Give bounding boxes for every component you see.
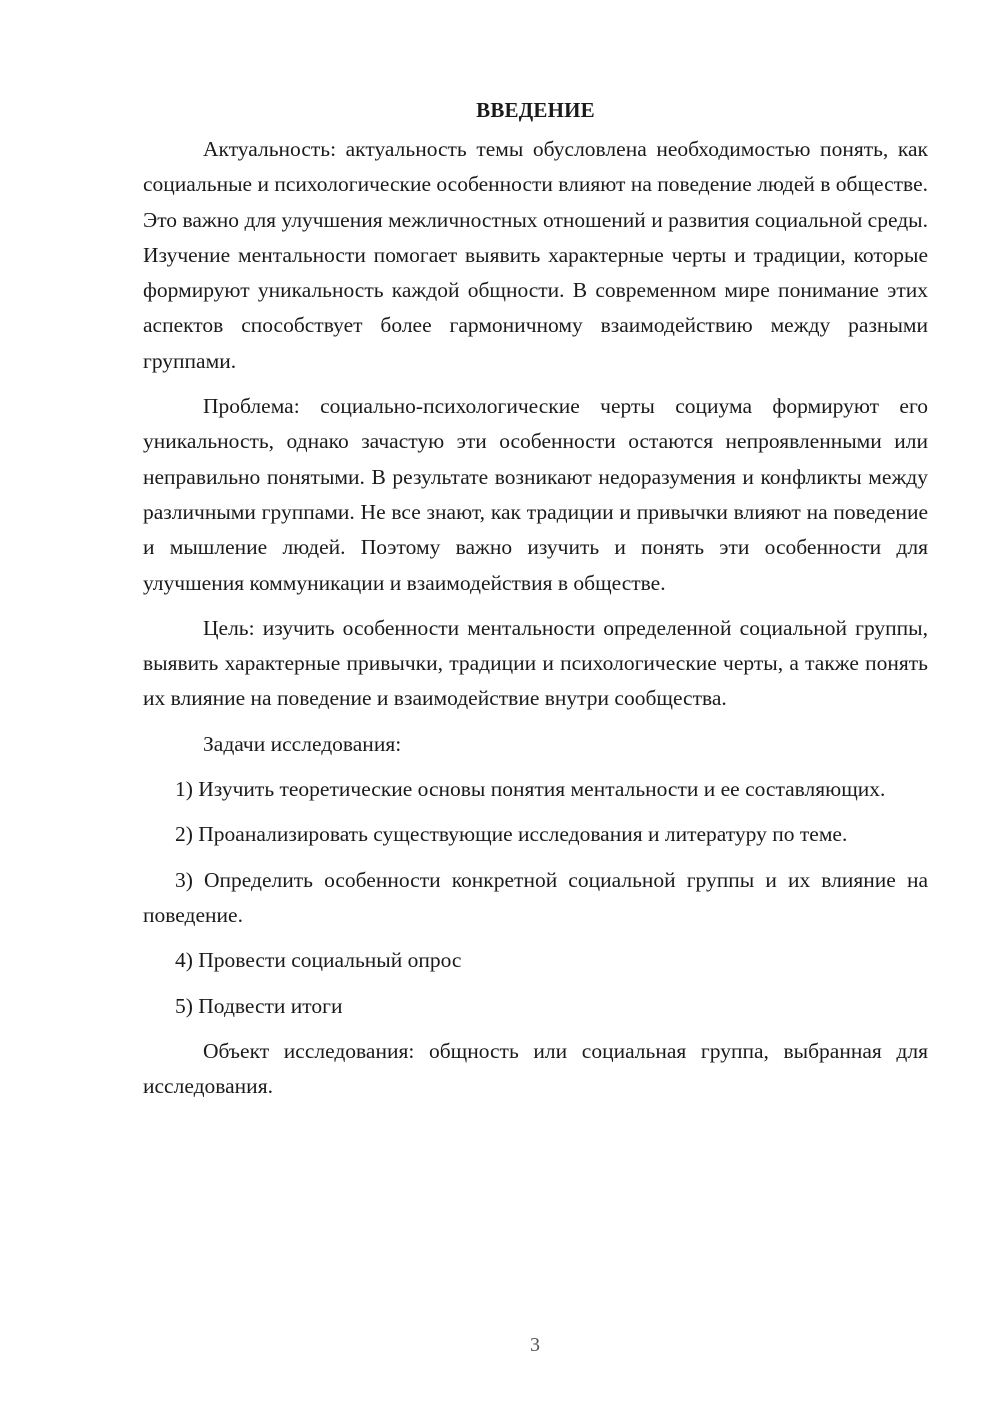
task-item: 1) Изучить теоретические основы понятия ментальности и ее составляющих. (175, 777, 886, 802)
task-item: 2) Проанализировать существующие исследования и литературу по теме. (175, 822, 848, 847)
task-item: 5) Подвести итоги (175, 993, 343, 1018)
document-page (143, 92, 928, 1104)
problem-paragraph: Проблема: социально-психологические черты социума формируют его уникальность, однако зачастую эти особенности остаются непроявленными или неправильно понятыми. В результате возникают недоразумения и конфликты между различными группами. Не все знают, как традиции и привычки влияют на поведение и мышление людей. Поэтому важно изучить и понять эти особенности для улучшения коммуникации и взаимодействия в обществе. (143, 394, 928, 595)
task-item: 4) Провести социальный опрос (175, 948, 462, 973)
relevance-paragraph: Актуальность: актуальность темы обусловлена необходимостью понять, как социальные и психологические особенности влияют на поведение людей в обществе. Это важно для улучшения межличностных отношений и развития социальной среды. Изучение ментальности помогает выявить характерные черты и традиции, которые формируют уникальность каждой общности. В современном мире понимание этих аспектов способствует более гармоничному взаимодействию между разными группами. (143, 137, 928, 373)
page-number: 3 (530, 1334, 540, 1356)
section-heading: ВВЕДЕНИЕ (476, 98, 595, 122)
tasks-heading: Задачи исследования: (203, 731, 402, 756)
task-item: 3) Определить особенности конкретной социальной группы и их влияние на поведение. (143, 867, 928, 927)
object-paragraph: Объект исследования: общность или социальная группа, выбранная для исследования. (143, 1038, 928, 1099)
goal-paragraph: Цель: изучить особенности ментальности определенной социальной группы, выявить характерные привычки, традиции и психологические черты, а также понять их влияние на поведение и взаимодействие внутри сообщества. (143, 615, 928, 711)
